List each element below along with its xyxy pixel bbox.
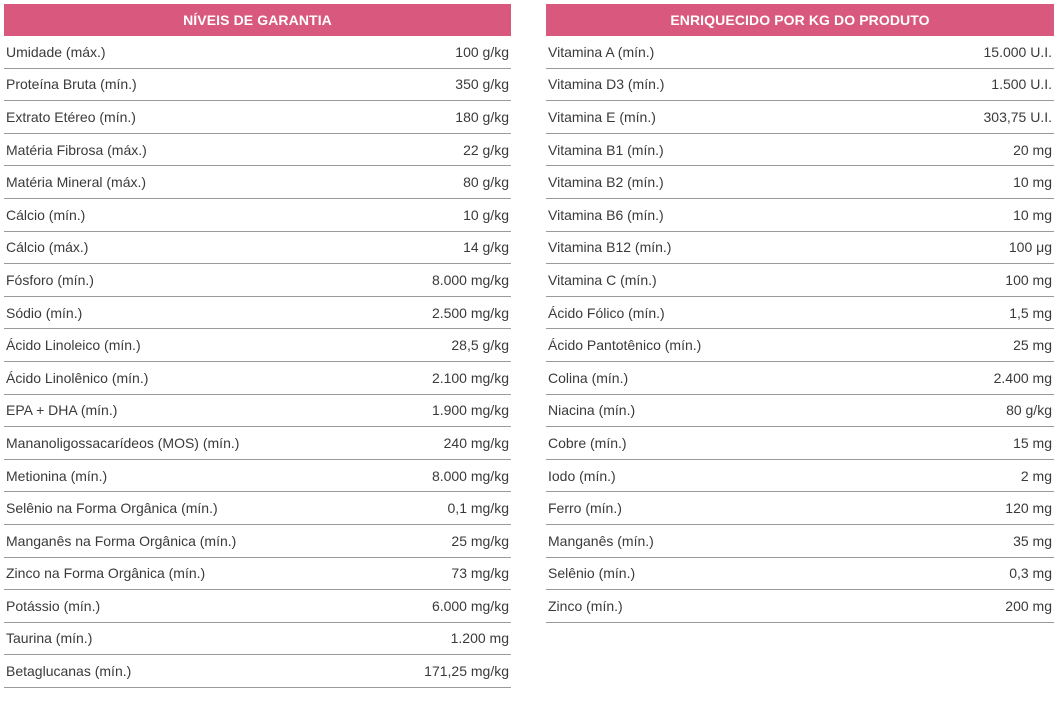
row-label: Vitamina B6 (mín.) (548, 206, 664, 223)
row-value: 6.000 mg/kg (431, 597, 509, 614)
guarantee-levels-table (4, 4, 511, 688)
table-row (546, 525, 1054, 558)
row-label: Vitamina B1 (mín.) (548, 141, 664, 158)
row-value: 1.900 mg/kg (431, 402, 509, 419)
row-value: 100 μg (1008, 239, 1052, 256)
row-label: Colina (mín.) (548, 369, 629, 386)
row-value: 35 mg (1013, 532, 1052, 549)
row-value: 73 mg/kg (451, 565, 509, 582)
table-row (4, 525, 511, 558)
row-label: EPA + DHA (mín.) (6, 402, 118, 419)
table-row (4, 134, 511, 167)
row-value: 10 mg (1013, 206, 1052, 223)
table-row (4, 558, 511, 591)
row-value: 80 g/kg (463, 174, 509, 191)
row-value: 2.400 mg (993, 369, 1052, 386)
row-value: 1,5 mg (1009, 304, 1052, 321)
row-value: 200 mg (1005, 597, 1052, 614)
row-label: Manganês na Forma Orgânica (mín.) (6, 532, 237, 549)
table-row (4, 427, 511, 460)
table-row (546, 264, 1054, 297)
row-label: Potássio (mín.) (6, 597, 101, 614)
row-label: Niacina (mín.) (548, 402, 636, 419)
table-row (4, 460, 511, 493)
row-label: Vitamina B12 (mín.) (548, 239, 672, 256)
table-row (546, 427, 1054, 460)
row-label: Cálcio (mín.) (6, 206, 86, 223)
table-row (546, 590, 1054, 623)
table-row (4, 101, 511, 134)
row-label: Metionina (mín.) (6, 467, 108, 484)
table-row (4, 264, 511, 297)
row-value: 2.500 mg/kg (431, 304, 509, 321)
row-label: Ácido Fólico (mín.) (548, 304, 665, 321)
table-row (4, 69, 511, 102)
row-value: 20 mg (1013, 141, 1052, 158)
row-value: 22 g/kg (463, 141, 509, 158)
row-value: 0,3 mg (1009, 565, 1052, 582)
row-label: Vitamina D3 (mín.) (548, 76, 665, 93)
table-row (4, 590, 511, 623)
row-value: 100 mg (1005, 271, 1052, 288)
table-row (4, 166, 511, 199)
table-row (4, 329, 511, 362)
enrichment-rows (546, 36, 1054, 623)
table-row (546, 166, 1054, 199)
table-row (546, 329, 1054, 362)
row-label: Ácido Pantotênico (mín.) (548, 337, 702, 354)
row-label: Selênio na Forma Orgânica (mín.) (6, 500, 218, 517)
guarantee-levels-rows (4, 36, 511, 688)
row-value: 8.000 mg/kg (431, 271, 509, 288)
row-label: Sódio (mín.) (6, 304, 83, 321)
row-label: Zinco (mín.) (548, 597, 623, 614)
row-label: Taurina (mín.) (6, 630, 93, 647)
row-label: Selênio (mín.) (548, 565, 636, 582)
row-label: Manganês (mín.) (548, 532, 654, 549)
row-value: 80 g/kg (1006, 402, 1052, 419)
row-value: 28,5 g/kg (451, 337, 509, 354)
row-value: 240 mg/kg (443, 434, 509, 451)
table-row (4, 623, 511, 656)
row-label: Mananoligossacarídeos (MOS) (mín.) (6, 434, 240, 451)
row-label: Betaglucanas (mín.) (6, 663, 132, 680)
row-label: Matéria Fibrosa (máx.) (6, 141, 147, 158)
row-value: 8.000 mg/kg (431, 467, 509, 484)
row-label: Zinco na Forma Orgânica (mín.) (6, 565, 206, 582)
row-value: 10 mg (1013, 174, 1052, 191)
table-row (546, 558, 1054, 591)
row-label: Matéria Mineral (máx.) (6, 174, 147, 191)
row-label: Ferro (mín.) (548, 500, 622, 517)
row-label: Vitamina A (mín.) (548, 43, 655, 60)
row-label: Cobre (mín.) (548, 434, 627, 451)
table-row (4, 232, 511, 265)
table-row (546, 460, 1054, 493)
row-value: 10 g/kg (463, 206, 509, 223)
table-row (546, 134, 1054, 167)
table-row (4, 36, 511, 69)
enrichment-table (546, 4, 1054, 623)
table-row (4, 297, 511, 330)
row-value: 2 mg (1020, 467, 1052, 484)
row-label: Iodo (mín.) (548, 467, 616, 484)
table-row (4, 492, 511, 525)
table-row (546, 232, 1054, 265)
table-row (546, 199, 1054, 232)
table-row (4, 395, 511, 428)
row-value: 25 mg/kg (451, 532, 509, 549)
row-label: Cálcio (máx.) (6, 239, 89, 256)
row-label: Proteína Bruta (mín.) (6, 76, 137, 93)
table-row (4, 655, 511, 688)
row-label: Ácido Linoleico (mín.) (6, 337, 141, 354)
table-row (546, 362, 1054, 395)
row-value: 171,25 mg/kg (424, 663, 509, 680)
enrichment-header: ENRIQUECIDO POR KG DO PRODUTO (546, 4, 1054, 36)
row-value: 350 g/kg (455, 76, 509, 93)
row-label: Vitamina B2 (mín.) (548, 174, 664, 191)
row-value: 180 g/kg (455, 108, 509, 125)
row-label: Extrato Etéreo (mín.) (6, 108, 136, 125)
table-row (546, 297, 1054, 330)
guarantee-levels-header: NÍVEIS DE GARANTIA (4, 4, 511, 36)
row-value: 14 g/kg (463, 239, 509, 256)
table-row (546, 36, 1054, 69)
row-value: 1.200 mg (450, 630, 509, 647)
row-value: 0,1 mg/kg (447, 500, 509, 517)
table-row (546, 395, 1054, 428)
row-label: Vitamina E (mín.) (548, 108, 656, 125)
row-label: Fósforo (mín.) (6, 271, 94, 288)
table-row (546, 492, 1054, 525)
table-row (4, 199, 511, 232)
row-value: 2.100 mg/kg (431, 369, 509, 386)
row-value: 15.000 U.I. (983, 43, 1052, 60)
row-label: Vitamina C (mín.) (548, 271, 657, 288)
table-row (546, 101, 1054, 134)
row-value: 15 mg (1013, 434, 1052, 451)
row-label: Ácido Linolênico (mín.) (6, 369, 149, 386)
table-row (4, 362, 511, 395)
row-value: 303,75 U.I. (983, 108, 1052, 125)
row-value: 1.500 U.I. (991, 76, 1052, 93)
table-row (546, 69, 1054, 102)
row-label: Umidade (máx.) (6, 43, 106, 60)
row-value: 25 mg (1013, 337, 1052, 354)
row-value: 100 g/kg (455, 43, 509, 60)
row-value: 120 mg (1005, 500, 1052, 517)
